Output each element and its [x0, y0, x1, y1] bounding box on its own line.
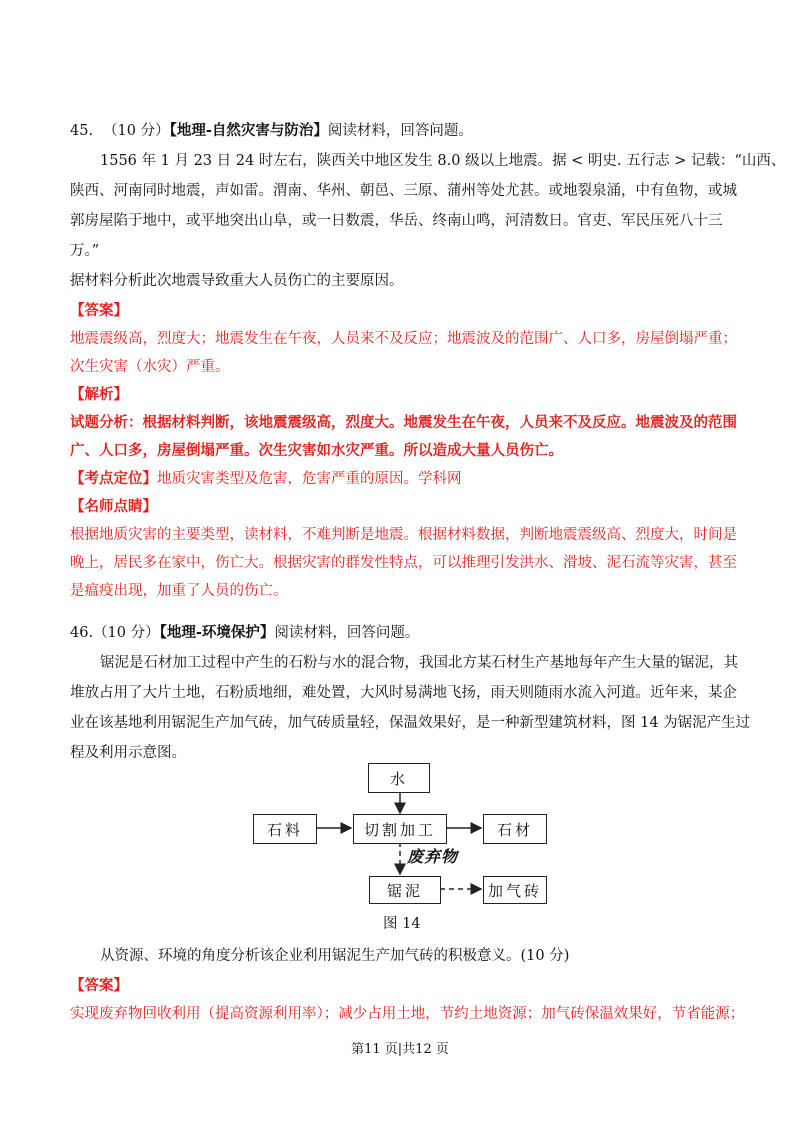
q46-tag: 【地理-环境保护】: [159, 624, 275, 641]
stone-product-box: 石材: [483, 814, 547, 844]
q45-answer-line: 地震震级高，烈度大；地震发生在午夜，人员来不及反应；地震波及的范围广、人口多，房屋倒塌严重；: [70, 331, 737, 347]
q46-material-line: 锯泥是石材加工过程中产生的石粉与水的混合物，我国北方某石材生产基地每年产生大量的锯泥，其: [100, 655, 738, 671]
q45-instruction: 阅读材料，回答问题。: [327, 123, 473, 139]
q45-analysis-label: 【解析】: [70, 386, 128, 403]
q45-tag: 【地理-自然灾害与防治】: [169, 122, 328, 139]
q45-kaodian: [70, 464, 730, 494]
q45-kaodian-text: 地质灾害类型及危害，危害严重的原因。学科网: [157, 471, 462, 487]
q46-heading: [70, 618, 419, 648]
q46-material-line: 堆放占用了大片土地，石粉质地细，难处置，大风时易满地飞扬，雨天则随雨水流入河道。近年来，某企: [70, 685, 737, 701]
q45-answer-line: 次生灾害（水灾）严重。: [70, 359, 230, 375]
water-box: 水: [368, 763, 430, 793]
q45-material-line: 万。”: [70, 243, 100, 259]
sludge-box: 锯泥: [369, 876, 441, 904]
q46-answer-label: 【答案】: [70, 977, 128, 994]
q45-heading: [70, 116, 473, 146]
q46-material-line: 业在该基地利用锯泥生产加气砖，加气砖质量轻，保温效果好，是一种新型建筑材料，图 14 为锯泥产生过: [70, 715, 751, 731]
q45-mingshi-line: 根据地质灾害的主要类型，读材料，不难判断是地震。根据材料数据，判断地震震级高、烈度大，时间是: [70, 527, 737, 543]
q46-instruction: 阅读材料，回答问题。: [274, 625, 420, 641]
q45-points: （10 分）: [103, 123, 170, 139]
q45-material-line: 陕西、河南同时地震，声如雷。渭南、华州、朝邑、三原、蒲州等处尤甚。或地裂泉涌，中有鱼物，或城: [70, 183, 737, 199]
stone-raw-box: 石料: [253, 814, 317, 844]
q45-number: 45.: [70, 123, 94, 139]
q46-material-line: 程及利用示意图。: [70, 745, 186, 761]
q45-material-line: 1556 年 1 月 23 日 24 时左右，陕西关中地区发生 8.0 级以上地震。据 < 明史. 五行志 > 记载：“山西、: [100, 153, 786, 169]
flow-diagram: [245, 758, 575, 938]
q45-analysis-line: 广、人口多，房屋倒塌严重。次生灾害如水灾严重。所以造成大量人员伤亡。: [70, 442, 563, 459]
q46-answer-line: 实现废弃物回收利用（提高资源利用率）；减少占用土地，节约土地资源；加气砖保温效果好，节省能源；: [70, 1006, 745, 1022]
q46-points: （10 分）: [93, 625, 160, 641]
q45-analysis-line: 试题分析：根据材料判断，该地震震级高，烈度大。地震发生在午夜，人员来不及反应。地震波及的范围: [70, 414, 737, 431]
q45-mingshi-label: 【名师点睛】: [70, 498, 157, 515]
figure-caption: 图 14: [383, 916, 421, 932]
brick-box: 加气砖: [483, 876, 547, 904]
q45-mingshi-line: 是瘟疫出现，加重了人员的伤亡。: [70, 583, 288, 599]
waste-label: 废弃物: [407, 847, 459, 866]
q45-mingshi-line: 晚上，居民多在家中，伤亡大。根据灾害的群发性特点，可以推理引发洪水、滑坡、泥石流等灾害，甚至: [70, 555, 737, 571]
q46-question: 从资源、环境的角度分析该企业利用锯泥生产加气砖的积极意义。(10 分): [100, 948, 570, 964]
q45-kaodian-label: 【考点定位】: [70, 470, 157, 487]
q45-question: 据材料分析此次地震导致重大人员伤亡的主要原因。: [70, 273, 404, 289]
cutting-box: 切割加工: [353, 814, 447, 844]
q45-material-line: 郭房屋陷于地中，或平地突出山阜，或一日数震，华岳、终南山鸣，河清数日。官吏、军民压死八十三: [70, 213, 723, 229]
q45-answer-label: 【答案】: [70, 302, 128, 319]
page-footer: 第11 页|共12 页: [351, 1042, 449, 1057]
q46-number: 46.: [70, 625, 94, 641]
